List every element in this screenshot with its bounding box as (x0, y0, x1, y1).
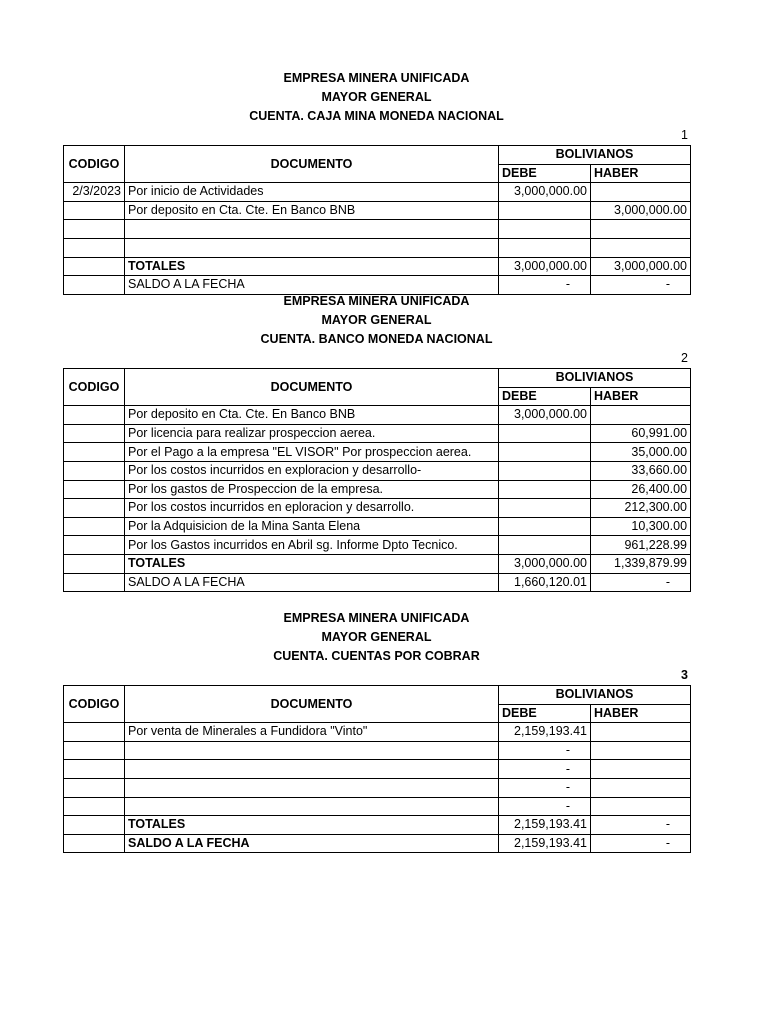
book-title: MAYOR GENERAL (321, 90, 432, 104)
row-code (64, 406, 125, 425)
row-document: Por los costos incurridos en exploracion y desarrollo- (125, 461, 499, 480)
header-debe: DEBE (499, 164, 591, 183)
row-haber (591, 741, 691, 760)
row-document (125, 741, 499, 760)
row-code (64, 499, 125, 518)
row-code (64, 797, 125, 816)
account-title: CUENTA. CAJA MINA MONEDA NACIONAL (249, 109, 504, 123)
ledger-table (63, 145, 691, 295)
table-row (64, 424, 691, 443)
row-code (64, 201, 125, 220)
header-document: DOCUMENTO (125, 369, 499, 406)
table-row (64, 480, 691, 499)
row-code (64, 741, 125, 760)
row-code (64, 424, 125, 443)
company-name: EMPRESA MINERA UNIFICADA (283, 611, 470, 625)
totals-row (64, 816, 691, 835)
row-haber (591, 797, 691, 816)
table-row (64, 517, 691, 536)
row-haber (591, 220, 691, 239)
header-code: CODIGO (64, 369, 125, 406)
table-row (64, 778, 691, 797)
row-haber (591, 183, 691, 202)
row-debe: 3,000,000.00 (499, 183, 591, 202)
row-haber: 3,000,000.00 (591, 201, 691, 220)
row-code (64, 517, 125, 536)
totals-label: TOTALES (125, 816, 499, 835)
row-code (64, 480, 125, 499)
row-debe (499, 461, 591, 480)
totals-haber: 3,000,000.00 (591, 257, 691, 276)
page-number: 3 (681, 668, 688, 682)
empty-cell (64, 816, 125, 835)
row-code (64, 778, 125, 797)
empty-cell (64, 834, 125, 853)
totals-label: TOTALES (125, 257, 499, 276)
row-document (125, 760, 499, 779)
empty-cell (64, 257, 125, 276)
row-debe (499, 443, 591, 462)
row-code (64, 760, 125, 779)
row-code (64, 723, 125, 742)
header-currency: BOLIVIANOS (499, 369, 691, 388)
balance-row (64, 834, 691, 853)
row-document: Por la Adquisicion de la Mina Santa Elena (125, 517, 499, 536)
row-document: Por los costos incurridos en eploracion y desarrollo. (125, 499, 499, 518)
table-row (64, 443, 691, 462)
row-haber (591, 406, 691, 425)
row-debe: - (499, 741, 591, 760)
header-debe: DEBE (499, 704, 591, 723)
row-haber (591, 760, 691, 779)
row-document: Por los gastos de Prospeccion de la empresa. (125, 480, 499, 499)
table-row (64, 201, 691, 220)
row-document: Por deposito en Cta. Cte. En Banco BNB (125, 406, 499, 425)
totals-label: TOTALES (125, 554, 499, 573)
book-title: MAYOR GENERAL (321, 630, 432, 644)
empty-cell (64, 573, 125, 592)
account-title: CUENTA. CUENTAS POR COBRAR (273, 649, 480, 663)
row-document: Por los Gastos incurridos en Abril sg. Informe Dpto Tecnico. (125, 536, 499, 555)
row-haber: 961,228.99 (591, 536, 691, 555)
table-row (64, 741, 691, 760)
balance-row (64, 573, 691, 592)
page-number: 1 (681, 128, 688, 142)
row-code: 2/3/2023 (64, 183, 125, 202)
row-document: Por el Pago a la empresa "EL VISOR" Por prospeccion aerea. (125, 443, 499, 462)
row-debe (499, 536, 591, 555)
header-currency: BOLIVIANOS (499, 686, 691, 705)
table-row (64, 723, 691, 742)
row-debe (499, 517, 591, 536)
balance-label: SALDO A LA FECHA (125, 834, 499, 853)
row-debe (499, 424, 591, 443)
balance-haber: - (591, 834, 691, 853)
table-row (64, 499, 691, 518)
row-document: Por inicio de Actividades (125, 183, 499, 202)
row-debe: 2,159,193.41 (499, 723, 591, 742)
company-name: EMPRESA MINERA UNIFICADA (283, 294, 470, 308)
balance-debe: - (499, 276, 591, 295)
row-haber: 33,660.00 (591, 461, 691, 480)
row-document (125, 220, 499, 239)
totals-debe: 2,159,193.41 (499, 816, 591, 835)
header-code: CODIGO (64, 146, 125, 183)
row-debe: - (499, 778, 591, 797)
row-haber: 35,000.00 (591, 443, 691, 462)
row-haber (591, 723, 691, 742)
header-haber: HABER (591, 164, 691, 183)
row-haber: 10,300.00 (591, 517, 691, 536)
balance-label: SALDO A LA FECHA (125, 276, 499, 295)
balance-debe: 1,660,120.01 (499, 573, 591, 592)
row-code (64, 238, 125, 257)
table-row (64, 183, 691, 202)
row-code (64, 443, 125, 462)
row-code (64, 220, 125, 239)
row-document: Por venta de Minerales a Fundidora "Vinto" (125, 723, 499, 742)
row-document (125, 797, 499, 816)
totals-debe: 3,000,000.00 (499, 257, 591, 276)
empty-cell (64, 554, 125, 573)
row-debe (499, 238, 591, 257)
row-debe (499, 201, 591, 220)
row-haber: 26,400.00 (591, 480, 691, 499)
header-currency: BOLIVIANOS (499, 146, 691, 165)
row-debe: - (499, 760, 591, 779)
ledger-table (63, 368, 691, 592)
row-debe: 3,000,000.00 (499, 406, 591, 425)
header-debe: DEBE (499, 387, 591, 406)
totals-haber: - (591, 816, 691, 835)
row-document: Por deposito en Cta. Cte. En Banco BNB (125, 201, 499, 220)
balance-debe: 2,159,193.41 (499, 834, 591, 853)
balance-label: SALDO A LA FECHA (125, 573, 499, 592)
table-row (64, 220, 691, 239)
totals-row (64, 257, 691, 276)
row-debe (499, 480, 591, 499)
account-title: CUENTA. BANCO MONEDA NACIONAL (260, 332, 493, 346)
row-debe (499, 499, 591, 518)
row-debe: - (499, 797, 591, 816)
table-row (64, 461, 691, 480)
header-haber: HABER (591, 387, 691, 406)
header-document: DOCUMENTO (125, 686, 499, 723)
table-row (64, 536, 691, 555)
row-haber: 60,991.00 (591, 424, 691, 443)
row-document: Por licencia para realizar prospeccion aerea. (125, 424, 499, 443)
header-document: DOCUMENTO (125, 146, 499, 183)
row-haber: 212,300.00 (591, 499, 691, 518)
table-row (64, 238, 691, 257)
totals-haber: 1,339,879.99 (591, 554, 691, 573)
balance-haber: - (591, 276, 691, 295)
header-code: CODIGO (64, 686, 125, 723)
row-code (64, 461, 125, 480)
table-row (64, 797, 691, 816)
row-document (125, 778, 499, 797)
balance-haber: - (591, 573, 691, 592)
table-row (64, 406, 691, 425)
row-document (125, 238, 499, 257)
row-debe (499, 220, 591, 239)
book-title: MAYOR GENERAL (321, 313, 432, 327)
totals-debe: 3,000,000.00 (499, 554, 591, 573)
table-row (64, 760, 691, 779)
company-name: EMPRESA MINERA UNIFICADA (283, 71, 470, 85)
row-haber (591, 778, 691, 797)
totals-row (64, 554, 691, 573)
row-haber (591, 238, 691, 257)
header-haber: HABER (591, 704, 691, 723)
row-code (64, 536, 125, 555)
page-number: 2 (681, 351, 688, 365)
ledger-table (63, 685, 691, 853)
